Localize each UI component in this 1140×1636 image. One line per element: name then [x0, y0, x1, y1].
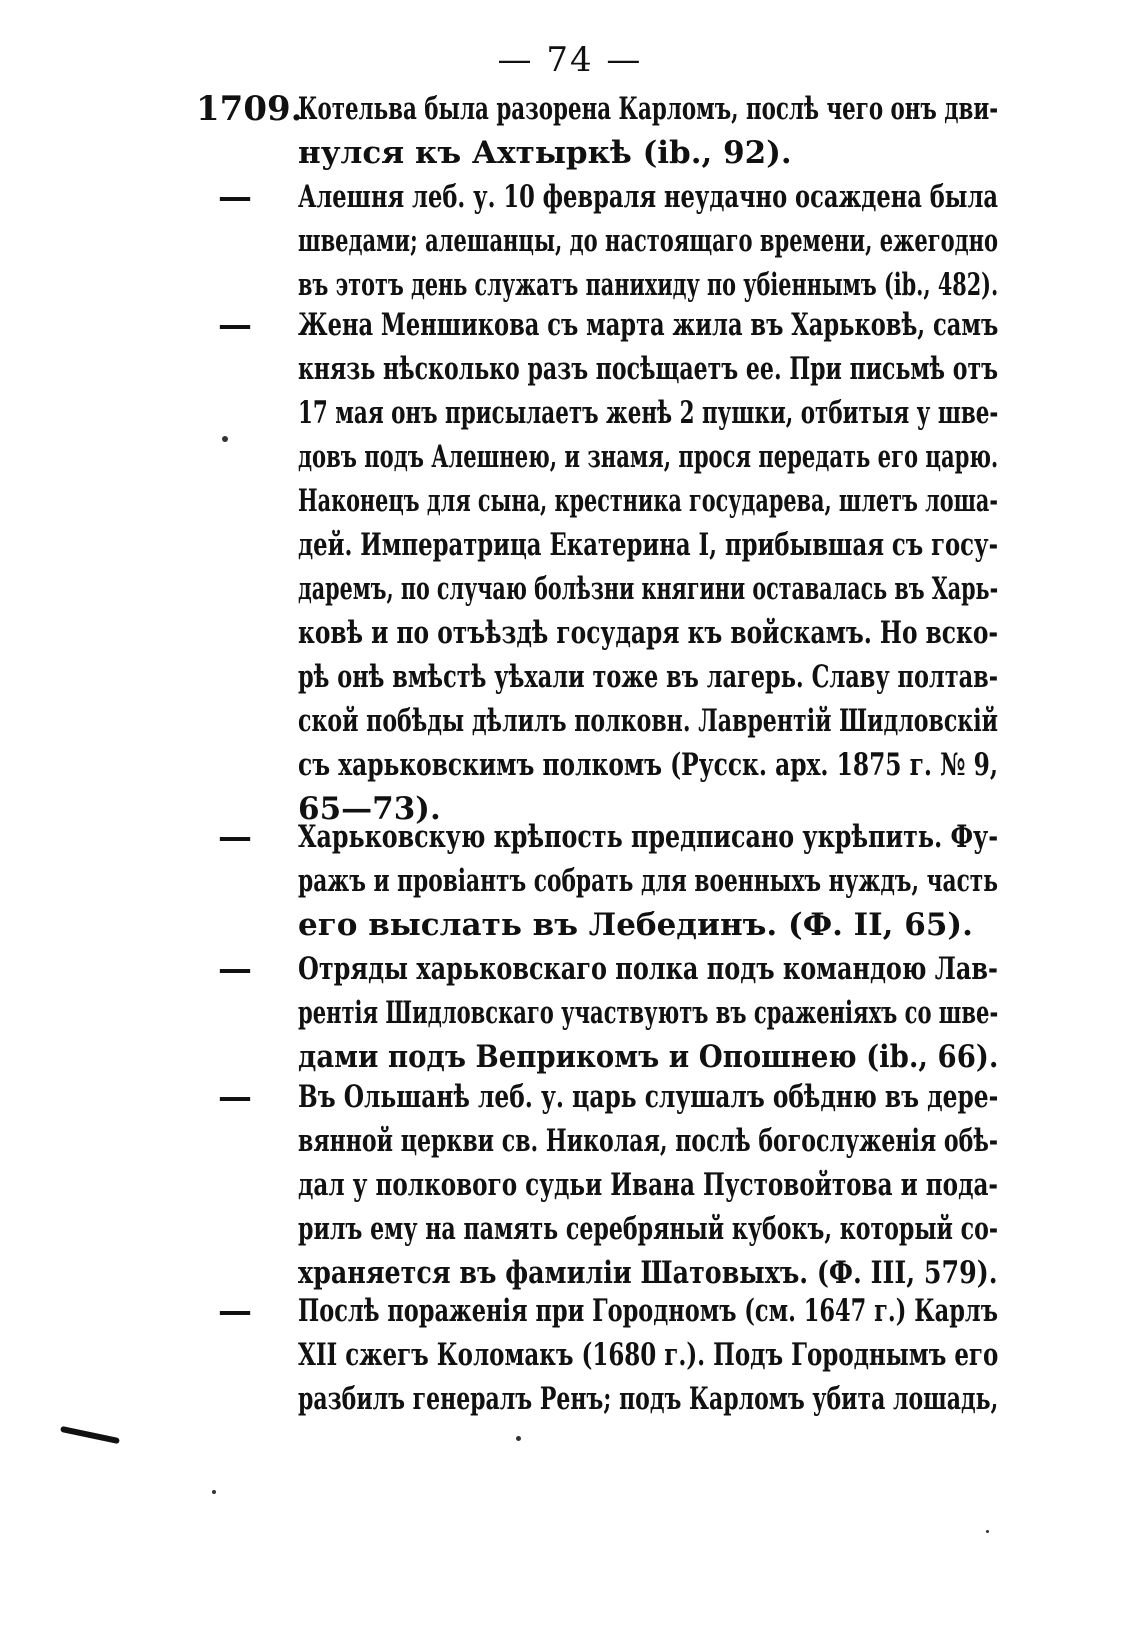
page-number: — 74 —: [497, 40, 643, 80]
dash-marker: —: [218, 817, 252, 857]
entry-line: рилъ ему на память серебряный кубокъ, который со-: [298, 1211, 998, 1247]
entry-line: его выслать въ Лебединъ. (Ф. II, 65).: [298, 907, 973, 943]
entry-line: ской побѣды дѣлилъ полковн. Лаврентій Шидловскій: [298, 703, 998, 739]
ink-speck: [986, 1530, 989, 1533]
entry-line: вянной церкви св. Николая, послѣ богослуженія обѣ-: [298, 1123, 998, 1159]
entry-line: Алешня леб. у. 10 февраля неудачно осаждена была: [298, 179, 998, 215]
dash-marker: —: [218, 949, 252, 989]
dash-marker: —: [218, 1077, 252, 1117]
entry-line: въ этотъ день служатъ панихиду по убіеннымъ (ib., 482).: [298, 267, 999, 303]
entry-line: ковѣ и по отъѣздѣ государя къ войскамъ. Но вско-: [298, 615, 999, 651]
entry-line: ражъ и провіантъ собрать для военныхъ нуждъ, часть: [298, 863, 998, 899]
entry-line: дей. Императрица Екатерина I, прибывшая съ госу-: [298, 527, 998, 563]
entry-line: рѣ онѣ вмѣстѣ уѣхали тоже въ лагерь. Славу полтав-: [298, 659, 998, 695]
entry-line: храняется въ фамиліи Шатовыхъ. (Ф. III, 579).: [298, 1255, 998, 1291]
entry-line: Наконецъ для сына, крестника государева, шлетъ лоша-: [298, 483, 999, 519]
ink-speck: [212, 1490, 216, 1494]
entry-line: Въ Ольшанѣ леб. у. царь слушалъ обѣдню въ дере-: [298, 1079, 999, 1115]
ink-speck: [222, 436, 228, 442]
entry-line: Послѣ пораженія при Городномъ (см. 1647 г.) Карлъ: [298, 1293, 998, 1329]
entry-line: дами подъ Веприкомъ и Опошнею (ib., 66).: [298, 1039, 999, 1075]
ink-stroke-mark: [60, 1426, 120, 1444]
entry-line: Котельва была разорена Карломъ, послѣ чего онъ дви-: [298, 91, 999, 127]
entry-line: XII сжегъ Коломакъ (1680 г.). Подъ Городнымъ его: [298, 1337, 999, 1373]
entry-line: рентія Шидловскаго участвуютъ въ сраженіяхъ со шве-: [298, 995, 999, 1031]
dash-marker: —: [218, 305, 252, 345]
entry-line: Жена Меншикова съ марта жила въ Харьковѣ, самъ: [298, 307, 999, 343]
ink-speck: [516, 1436, 521, 1441]
entry-line: даремъ, по случаю болѣзни княгини оставалась въ Харь-: [298, 571, 999, 607]
entry-line: дал у полкового судьи Ивана Пустовойтова и пода-: [298, 1167, 998, 1203]
entry-line: 65—73).: [298, 791, 441, 827]
entry-line: довъ подъ Алешнею, и знамя, прося передать его царю.: [298, 439, 999, 475]
entry-line: съ харьковскимъ полкомъ (Русск. арх. 1875 г. № 9,: [298, 747, 998, 783]
entry-line: Отряды харьковскаго полка подъ командою Лав-: [298, 951, 998, 987]
entry-line: нулся къ Ахтыркѣ (ib., 92).: [298, 135, 792, 171]
entry-line: Харьковскую крѣпость предписано укрѣпить. Фу-: [298, 819, 999, 855]
entry-line: шведами; алешанцы, до настоящаго времени, ежегодно: [298, 223, 998, 259]
year-marker: 1709.: [196, 89, 303, 129]
dash-marker: —: [218, 177, 252, 217]
entry-line: разбилъ генералъ Ренъ; подъ Карломъ убита лошадь,: [298, 1381, 999, 1417]
entry-line: 17 мая онъ присылаетъ женѣ 2 пушки, отбитыя у шве-: [298, 395, 999, 431]
dash-marker: —: [218, 1291, 252, 1331]
entry-line: князь нѣсколько разъ посѣщаетъ ее. При письмѣ отъ: [298, 351, 998, 387]
